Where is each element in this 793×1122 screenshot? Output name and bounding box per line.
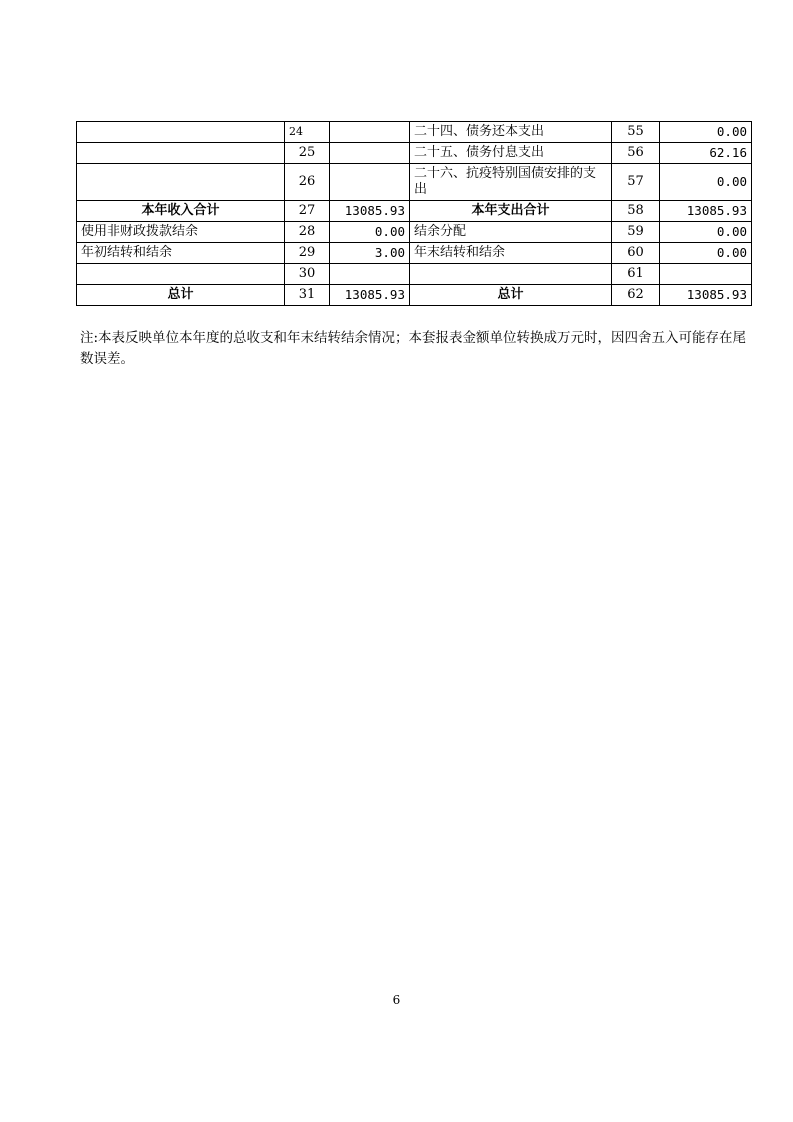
grand-total-expense-label: 总计: [410, 285, 612, 306]
table-row: [77, 164, 752, 201]
table-row: [77, 201, 752, 222]
income-row-number: 29: [285, 243, 330, 264]
table-row: [77, 264, 752, 285]
table-footnote: 注:本表反映单位本年度的总收支和年末结转结余情况；本套报表金额单位转换成万元时，因四舍五入可能存在尾数误差。: [80, 330, 747, 367]
income-row-number: 31: [285, 285, 330, 306]
expense-amount: 0.00: [660, 122, 752, 143]
income-amount: 13085.93: [330, 285, 410, 306]
income-item-label: 使用非财政拨款结余: [77, 222, 285, 243]
income-row-number: 27: [285, 201, 330, 222]
page-number: 6: [392, 993, 401, 1007]
income-item-label: 年初结转和结余: [77, 243, 285, 264]
expense-amount: [660, 264, 752, 285]
expense-row-number: 56: [612, 143, 660, 164]
income-item-label: [77, 164, 285, 201]
expense-item-label: 结余分配: [410, 222, 612, 243]
income-row-number: 25: [285, 143, 330, 164]
income-amount: 13085.93: [330, 201, 410, 222]
income-row-number: 28: [285, 222, 330, 243]
income-item-label: [77, 122, 285, 143]
budget-summary-table: [76, 121, 752, 306]
income-amount: [330, 143, 410, 164]
expense-item-label: 年末结转和结余: [410, 243, 612, 264]
expense-amount: 0.00: [660, 164, 752, 201]
expense-row-number: 61: [612, 264, 660, 285]
income-total-label: 本年收入合计: [77, 201, 285, 222]
expense-row-number: 62: [612, 285, 660, 306]
expense-amount: 0.00: [660, 222, 752, 243]
table-row: [77, 222, 752, 243]
expense-row-number: 57: [612, 164, 660, 201]
expense-item-label: 二十六、抗疫特别国债安排的支出: [410, 164, 612, 201]
expense-item-label: [410, 264, 612, 285]
expense-row-number: 58: [612, 201, 660, 222]
income-item-label: [77, 143, 285, 164]
income-amount: [330, 264, 410, 285]
expense-amount: 13085.93: [660, 201, 752, 222]
expense-item-label: 二十四、债务还本支出: [410, 122, 612, 143]
expense-row-number: 59: [612, 222, 660, 243]
income-row-number: 26: [285, 164, 330, 201]
income-amount: [330, 122, 410, 143]
income-amount: 0.00: [330, 222, 410, 243]
expense-row-number: 55: [612, 122, 660, 143]
table-row: [77, 122, 752, 143]
expense-amount: 0.00: [660, 243, 752, 264]
table-row: [77, 285, 752, 306]
expense-item-label: 二十五、债务付息支出: [410, 143, 612, 164]
income-item-label: [77, 264, 285, 285]
income-amount: [330, 164, 410, 201]
table-row: [77, 243, 752, 264]
expense-amount: 62.16: [660, 143, 752, 164]
expense-amount: 13085.93: [660, 285, 752, 306]
income-amount: 3.00: [330, 243, 410, 264]
income-row-number: 30: [285, 264, 330, 285]
grand-total-income-label: 总计: [77, 285, 285, 306]
income-row-number: 24: [285, 122, 330, 143]
expense-total-label: 本年支出合计: [410, 201, 612, 222]
table-row: [77, 143, 752, 164]
expense-row-number: 60: [612, 243, 660, 264]
